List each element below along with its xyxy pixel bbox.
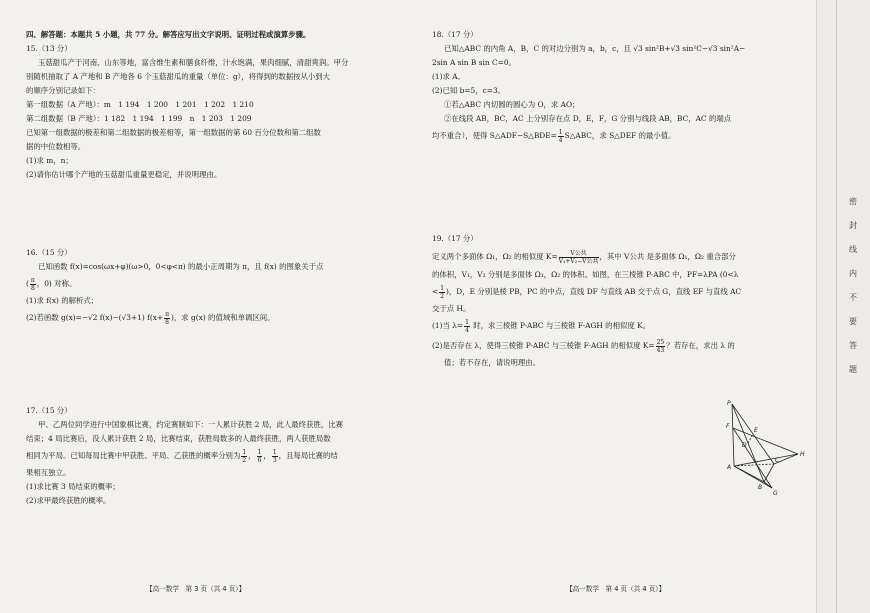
q15-line: 别随机抽取了 A 产地和 B 产地各 6 个玉菇甜瓜的重量（单位：g），将得到的数据按从小到大	[26, 72, 331, 81]
q18-line: (2)已知 b=5，c=3。	[432, 86, 506, 95]
numerator: 1	[440, 284, 445, 292]
fraction	[164, 311, 170, 326]
numerator: 1	[558, 128, 563, 136]
q15-head: 15.（13 分）	[26, 44, 72, 53]
q16-line	[26, 308, 323, 328]
label-C: C	[775, 457, 780, 464]
q16-head: 16.（15 分）	[26, 248, 72, 257]
fraction	[464, 319, 470, 334]
question-19	[432, 232, 741, 370]
q17-line: 甲、乙两位同学进行中国象棋比赛，约定赛制如下：一人累计获胜 2 局，此人最终获胜，比赛	[38, 420, 344, 429]
numerator: π	[165, 310, 170, 318]
text: )，D，E 分别是棱 PB，PC 的中点，直线 DF 与直线 AB 交于点 G，直线 EF 与直线 AC	[446, 287, 742, 296]
q15-line: (1)求 m，n；	[26, 156, 73, 165]
question-15	[26, 42, 348, 182]
q17-line: 结束；4 局比赛后，没人累计获胜 2 局，比赛结束，获胜局数多的人最终获胜，两人获胜局数	[26, 434, 331, 443]
text: )，求 g(x) 的值域和单调区间。	[171, 313, 275, 322]
numerator: V公共	[559, 250, 599, 258]
text: (2)若函数 g(x)=−√2 f(x)−(√3+1) f(x+	[26, 313, 164, 322]
notice-char: 密	[849, 197, 857, 206]
q16-line: 已知函数 f(x)=cos(ωx+φ)(ω>0，0<φ<π) 的最小正周期为 π，且 f(x) 的图象关于点	[38, 262, 324, 271]
notice-char: 线	[849, 245, 857, 254]
denominator: V₁+V₂−V公共	[558, 257, 599, 265]
q19-line: 的体积，V₁，V₂ 分别是多面体 Ω₁，Ω₂ 的体积。如图，在三棱锥 P-ABC 中，PF=λPA (0<λ	[432, 270, 739, 279]
text: 均不重合），使得 S△ADF−S△BDE=	[432, 131, 557, 140]
line-FH	[733, 428, 798, 454]
q19-line	[432, 336, 741, 356]
q15-line: 已知第一组数据的极差和第二组数据的极差相等，第一组数据的第 60 百分位数和第二组数	[26, 128, 321, 137]
text: 相同为平局。已知每局比赛中甲获胜、平局、乙获胜的概率分别为	[26, 451, 241, 460]
line-AG	[734, 466, 772, 488]
text: ，0) 对称。	[36, 279, 77, 288]
fraction	[241, 449, 247, 464]
fraction	[656, 339, 666, 354]
seal-line	[836, 0, 837, 613]
q19-line	[432, 282, 741, 302]
fraction	[559, 250, 599, 265]
pyramid-figure	[716, 398, 816, 498]
text: 时，求三棱锥 P-ABC 与三棱锥 F-AGH 的相似度 K。	[470, 321, 651, 330]
denominator: 43	[656, 346, 665, 354]
q18-line: ①若△ABC 内切圆的圆心为 O，求 AO；	[444, 100, 580, 109]
question-18	[432, 28, 745, 146]
denominator: 6	[257, 456, 262, 464]
text: (2)是否存在 λ，使得三棱锥 P-ABC 与三棱锥 F-AGH 的相似度 K=	[432, 341, 655, 350]
q17-line: (2)求甲最终获胜的概率。	[26, 496, 111, 505]
text: <	[432, 287, 439, 296]
edge-PA	[732, 404, 734, 466]
numerator: 25	[656, 338, 665, 346]
fraction	[30, 277, 36, 292]
numerator: π	[30, 276, 35, 284]
notice-char: 内	[849, 269, 857, 278]
q16-line	[26, 274, 323, 294]
q17-head: 17.（15 分）	[26, 406, 72, 415]
numerator: 1	[257, 448, 262, 456]
label-G: G	[773, 490, 778, 497]
section-header: 四、解答题：本题共 5 小题，共 77 分。解答应写出文字说明、证明过程或演算步骤。	[26, 30, 311, 39]
text: ，其中 V公共 是多面体 Ω₁，Ω₂ 重合部分	[599, 252, 736, 261]
numerator: 1	[242, 448, 247, 456]
q15-line: 玉菇甜瓜产于河南、山东等地，富含维生素和膳食纤维，汁水饱满，果肉细腻，清甜爽润。甲分	[38, 58, 349, 67]
label-A: A	[727, 464, 732, 471]
q18-line: 已知△ABC 的内角 A，B，C 的对边分别为 a，b，c，且 √3 sin²B+√3 sin²C−√3 sin²A−	[444, 44, 746, 53]
label-F: F	[726, 423, 730, 430]
notice-char: 要	[849, 317, 857, 326]
footer-left: 【高一数学 第 3 页（共 4 页）】	[146, 585, 246, 593]
label-B: B	[758, 484, 763, 491]
edge-BC	[764, 464, 774, 482]
q18-line: ②在线段 AB，BC，AC 上分别存在点 D，E，F，G 分别与线段 AB，BC，AC 的端点	[444, 114, 732, 123]
denominator: 8	[30, 284, 35, 292]
label-D: D	[742, 442, 747, 449]
question-17	[26, 404, 343, 508]
fraction	[257, 449, 263, 464]
text: (	[26, 279, 29, 288]
notice-char: 封	[849, 221, 857, 230]
q18-head: 18.（17 分）	[432, 30, 478, 39]
q17-line: 果相互独立。	[26, 468, 71, 477]
line-FG	[733, 428, 772, 488]
denominator: 4	[465, 326, 469, 334]
denominator: 8	[165, 318, 169, 326]
q19-line: 值；若不存在，请说明理由。	[444, 358, 541, 367]
q18-line	[432, 126, 745, 146]
numerator: 1	[272, 448, 277, 456]
q15-line: 的顺序分别记录如下：	[26, 86, 100, 95]
text: ，且每局比赛的结	[278, 451, 338, 460]
text: S△ABC，求 S△DEF 的最小值。	[564, 131, 676, 140]
q15-line: 第二组数据（B 产地）：1 182 1 194 1 199 n 1 203 1 209	[26, 114, 252, 123]
denominator: 4	[558, 136, 563, 144]
q17-line: 相同为平局。已知每局比赛中甲获胜、平局、乙获胜的概率分别为 $\frac{1}{2}$ ， $\frac{1}{6}$ ， $\frac{1}{3}$ ，且每局比赛的结	[26, 448, 338, 464]
denominator: 2	[440, 292, 445, 300]
fraction	[558, 129, 564, 144]
label-H: H	[800, 451, 805, 458]
q17-line: (1)求比赛 3 局结束的概率；	[26, 482, 120, 491]
numerator: 1	[465, 318, 469, 326]
seal-notice	[848, 190, 858, 382]
q19-line: 交于点 H。	[432, 304, 471, 313]
fraction	[272, 449, 278, 464]
fraction	[439, 285, 445, 300]
text: 定义两个多面体 Ω₁，Ω₂ 的相似度 K=	[432, 252, 558, 261]
q18-line: (1)求 A。	[432, 72, 465, 81]
label-P: P	[727, 400, 731, 407]
question-16	[26, 246, 323, 328]
q19-line	[432, 246, 741, 268]
notice-char: 答	[849, 341, 857, 350]
q19-head: 19.（17 分）	[432, 234, 478, 243]
q18-line: 2sin A sin B sin C=0。	[432, 58, 516, 67]
q19-line	[432, 316, 741, 336]
denominator: 3	[272, 456, 277, 464]
q16-line: (1)求 f(x) 的解析式；	[26, 296, 99, 305]
q15-line: (2)请你估计哪个产地的玉菇甜瓜重量更稳定，并说明理由。	[26, 170, 222, 179]
q15-line: 第一组数据（A 产地）：m 1 194 1 200 1 201 1 202 1 210	[26, 100, 254, 109]
footer-right: 【高一数学 第 4 页（共 4 页）】	[566, 585, 666, 593]
notice-char: 不	[849, 293, 857, 302]
label-E: E	[754, 427, 758, 434]
text: (1)当 λ=	[432, 321, 464, 330]
q15-line: 据的中位数相等。	[26, 142, 86, 151]
denominator: 2	[242, 456, 247, 464]
notice-char: 题	[849, 365, 857, 374]
binding-margin	[816, 0, 870, 613]
text: ？若存在，求出 λ 的	[666, 341, 735, 350]
